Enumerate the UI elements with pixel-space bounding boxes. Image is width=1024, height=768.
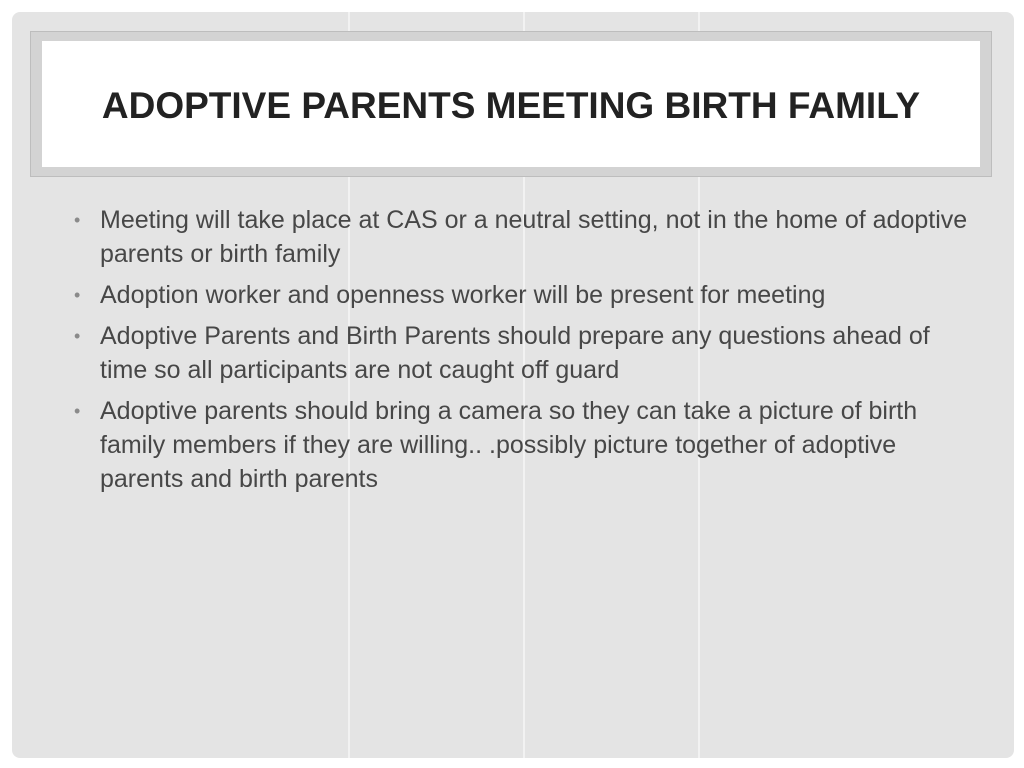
bullet-item (70, 278, 970, 312)
slide-title: ADOPTIVE PARENTS MEETING BIRTH FAMILY (101, 85, 921, 126)
title-frame (30, 31, 992, 177)
bullet-icon: • (74, 210, 81, 230)
bullet-item (70, 394, 970, 496)
bullet-text: Adoptive parents should bring a camera so they can take a picture of birth family members if they are willing.. .possibly picture together of adoptive parents and birth parents (100, 397, 918, 493)
bullet-icon: • (74, 326, 81, 346)
bullet-list (70, 203, 970, 496)
bullet-text: Adoption worker and openness worker will be present for meeting (100, 281, 826, 309)
bullet-item (70, 319, 970, 387)
slide (12, 12, 1014, 758)
bullet-icon: • (74, 401, 81, 421)
bullet-item (70, 203, 970, 271)
title-box (42, 41, 980, 167)
bullet-icon: • (74, 285, 81, 305)
bullet-text: Adoptive Parents and Birth Parents should prepare any questions ahead of time so all participants are not caught off guard (100, 322, 930, 384)
slide-content (70, 203, 970, 503)
bullet-text: Meeting will take place at CAS or a neutral setting, not in the home of adoptive parents or birth family (100, 206, 968, 268)
